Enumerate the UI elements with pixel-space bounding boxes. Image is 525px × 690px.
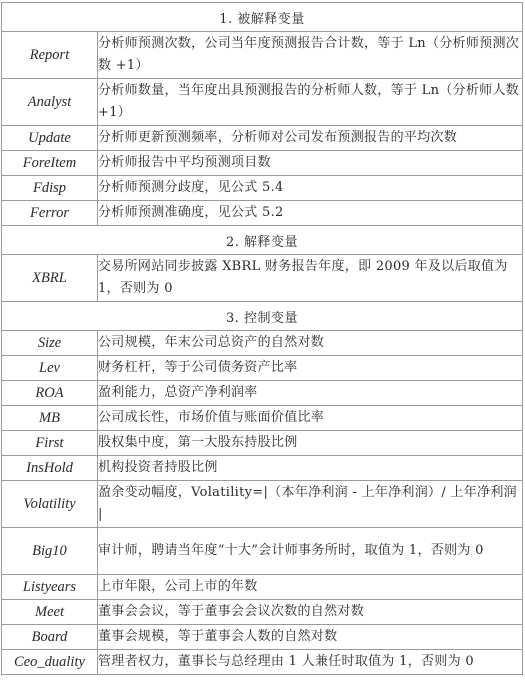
variable-description: 机构投资者持股比例 xyxy=(98,456,523,481)
variable-description: 公司规模，年末公司总资产的自然对数 xyxy=(98,331,523,356)
variable-description: 管理者权力，董事长与总经理由 1 人兼任时取值为 1，否则为 0 xyxy=(98,650,523,675)
section-row xyxy=(2,3,523,32)
variable-name: ROA xyxy=(2,381,98,406)
variable-name: Board xyxy=(2,625,98,650)
variable-name: ForeItem xyxy=(2,151,98,176)
variable-name: Fdisp xyxy=(2,176,98,201)
variable-definition-table xyxy=(1,2,523,675)
variable-name: InsHold xyxy=(2,456,98,481)
table-row xyxy=(2,406,523,431)
table-row xyxy=(2,331,523,356)
variable-description: 盈利能力，总资产净利润率 xyxy=(98,381,523,406)
table-row xyxy=(2,176,523,201)
variable-description: 分析师预测分歧度，见公式 5.4 xyxy=(98,176,523,201)
table-row xyxy=(2,126,523,151)
table-row xyxy=(2,625,523,650)
variable-name: Lev xyxy=(2,356,98,381)
table-row xyxy=(2,431,523,456)
table-row xyxy=(2,201,523,226)
variable-name: Size xyxy=(2,331,98,356)
variable-description: 上市年限，公司上市的年数 xyxy=(98,575,523,600)
variable-name: First xyxy=(2,431,98,456)
table-row xyxy=(2,650,523,675)
variable-description: 董事会会议，等于董事会会议次数的自然对数 xyxy=(98,600,523,625)
variable-name: Volatility xyxy=(2,481,98,528)
table-row xyxy=(2,79,523,126)
variable-name: Listyears xyxy=(2,575,98,600)
section-header-control: 3. 控制变量 xyxy=(2,302,523,331)
variable-description: 股权集中度，第一大股东持股比例 xyxy=(98,431,523,456)
table-row xyxy=(2,381,523,406)
table-row xyxy=(2,32,523,79)
table-row xyxy=(2,528,523,575)
section-header-explanatory: 2. 解释变量 xyxy=(2,226,523,255)
variable-name: Ceo_duality xyxy=(2,650,98,675)
table-row xyxy=(2,151,523,176)
variable-description: 分析师数量，当年度出具预测报告的分析师人数，等于 Ln（分析师人数 +1） xyxy=(98,79,523,126)
variable-name: Analyst xyxy=(2,79,98,126)
variable-name: Update xyxy=(2,126,98,151)
variable-name: Meet xyxy=(2,600,98,625)
variable-description: 分析师预测次数，公司当年度预测报告合计数，等于 Ln（分析师预测次数 +1） xyxy=(98,32,523,79)
variable-description: 审计师，聘请当年度“十大”会计师事务所时，取值为 1，否则为 0 xyxy=(98,528,523,575)
table-row xyxy=(2,600,523,625)
variable-name: Report xyxy=(2,32,98,79)
table-row xyxy=(2,255,523,302)
variable-name: Big10 xyxy=(2,528,98,575)
section-row xyxy=(2,226,523,255)
variable-description: 分析师更新预测频率，分析师对公司发布预测报告的平均次数 xyxy=(98,126,523,151)
table-row xyxy=(2,456,523,481)
variable-description: 分析师预测准确度，见公式 5.2 xyxy=(98,201,523,226)
variable-description: 董事会规模，等于董事会人数的自然对数 xyxy=(98,625,523,650)
variable-name: MB xyxy=(2,406,98,431)
variable-name: XBRL xyxy=(2,255,98,302)
section-row xyxy=(2,302,523,331)
table-row xyxy=(2,481,523,528)
table-row xyxy=(2,575,523,600)
variable-description: 财务杠杆，等于公司债务资产比率 xyxy=(98,356,523,381)
section-header-dependent: 1. 被解释变量 xyxy=(2,3,523,32)
variable-name: Ferror xyxy=(2,201,98,226)
variable-description: 交易所网站同步披露 XBRL 财务报告年度，即 2009 年及以后取值为 1，否则为 0 xyxy=(98,255,523,302)
variable-description: 分析师报告中平均预测项目数 xyxy=(98,151,523,176)
variable-description: 公司成长性，市场价值与账面价值比率 xyxy=(98,406,523,431)
table-row xyxy=(2,356,523,381)
variable-description: 盈余变动幅度，Volatility=|（本年净利润 - 上年净利润）/ 上年净利润 | xyxy=(98,481,523,528)
